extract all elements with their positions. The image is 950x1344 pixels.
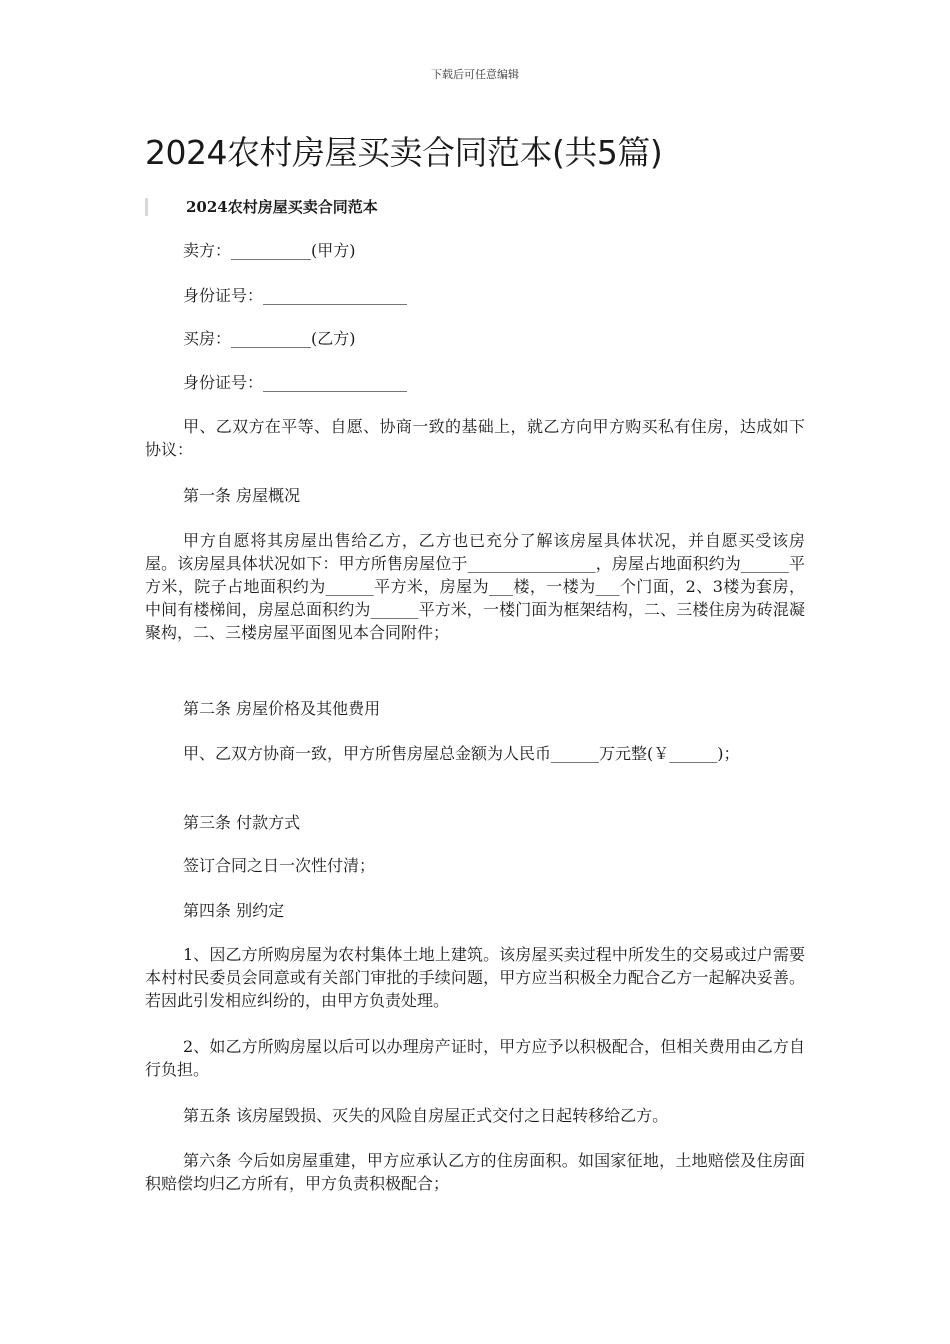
- document-title: 2024农村房屋买卖合同范本(共5篇): [145, 133, 663, 172]
- article-4-clause-1: 1、因乙方所购房屋为农村集体土地上建筑。该房屋买卖过程中所发生的交易或过户需要本村村民委员会同意或有关部门审批的手续问题，甲方应当积极全力配合乙方一起解决妥善。若因此引发相应纠纷的，由甲方负责处理。: [145, 945, 805, 1010]
- article-1-body: 甲方自愿将其房屋出售给乙方，乙方也已充分了解该房屋具体状况，并自愿买受该房屋。该房屋具体状况如下：甲方所售房屋位于________________，房屋占地面积约为______平方米，院子占地面积约为______平方米，房屋为___楼，一楼为___个门面，2、3楼为套房，中间有楼梯间，房屋总面积约为______平方米，一楼门面为框架结构，二、三楼住房为砖混凝聚构，二、三楼房屋平面图见本合同附件；: [145, 531, 805, 642]
- article-2-heading: 第二条 房屋价格及其他费用: [183, 699, 381, 718]
- article-4-clause-2: 2、如乙方所购房屋以后可以办理房产证时，甲方应予以积极配合，但相关费用由乙方自行负担。: [145, 1037, 805, 1079]
- buyer-line: 买房：__________(乙方): [183, 329, 356, 348]
- article-6: 第六条 今后如房屋重建，甲方应承认乙方的住房面积。如国家征地，土地赔偿及住房面积赔偿均归乙方所有，甲方负责积极配合；: [145, 1151, 805, 1193]
- article-5: 第五条 该房屋毁损、灭失的风险自房屋正式交付之日起转移给乙方。: [183, 1106, 669, 1125]
- article-4-heading: 第四条 别约定: [183, 901, 285, 920]
- article-3-heading: 第三条 付款方式: [183, 813, 301, 832]
- article-3-body: 签订合同之日一次性付清；: [183, 856, 376, 875]
- seller-id-line: 身份证号：__________________: [183, 286, 408, 305]
- article-1-heading: 第一条 房屋概况: [183, 486, 301, 505]
- buyer-id-line: 身份证号：__________________: [183, 373, 408, 392]
- section-marker: [145, 198, 148, 216]
- seller-line: 卖方：__________(甲方): [183, 241, 356, 260]
- section-title: 2024农村房屋买卖合同范本: [186, 198, 378, 216]
- article-2-body: 甲、乙双方协商一致，甲方所售房屋总金额为人民币______万元整(￥______)；: [183, 744, 740, 763]
- preamble-paragraph: 甲、乙双方在平等、自愿、协商一致的基础上，就乙方向甲方购买私有住房，达成如下协议：: [145, 417, 805, 459]
- header-note: 下载后可任意编辑: [431, 68, 519, 81]
